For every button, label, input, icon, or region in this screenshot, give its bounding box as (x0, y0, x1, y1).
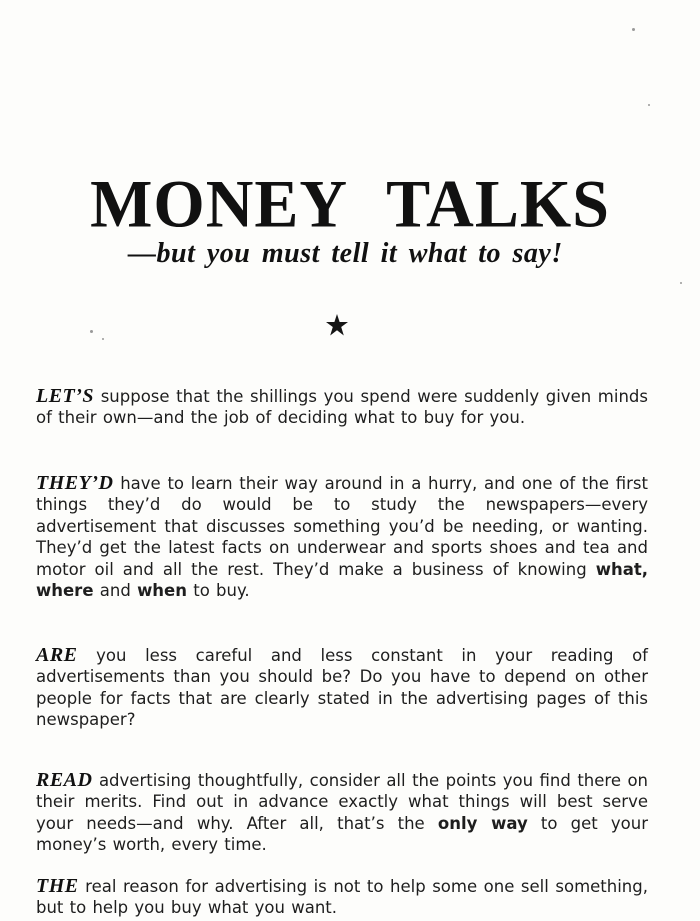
page-title (0, 167, 700, 242)
paragraph-theyd (36, 473, 648, 601)
emphasis-where: where (36, 581, 94, 601)
paragraph-the (36, 876, 648, 919)
paragraph-lead-word: ARE (36, 644, 78, 666)
print-speck (648, 104, 650, 106)
paragraph-lead-word: LET’S (36, 385, 95, 407)
paragraph-lead-word: THEY’D (36, 472, 114, 494)
paragraph-text: to get your money’s worth, every time. (36, 813, 649, 855)
paragraph-lets (36, 386, 648, 429)
subtitle: —but you must tell it what to say! (128, 238, 563, 269)
paragraph-text: have to learn their way around in a hurry, and one of the first things they’d do would be to study the newspapers—every advertisement that discusses something you’d be needing, or wanting. They’d get the latest facts on underwear and sports shoes and tea and motor oil and all the rest. They’d make a business of knowing (36, 474, 648, 579)
print-speck (632, 28, 635, 31)
paragraph-text: to buy. (193, 581, 250, 601)
title-word-talks: TALKS (386, 167, 610, 242)
paragraph-text: and (99, 581, 131, 601)
star-icon (325, 313, 349, 337)
emphasis-what: what, (595, 559, 648, 579)
print-speck (102, 338, 104, 340)
paragraph-text: you less careful and less constant in your reading of advertisements than you should be? Do you have to depend on other people for facts that are clearly stated in the advertising pages of this newspaper? (36, 646, 648, 730)
print-speck (90, 330, 93, 333)
title-word-money: MONEY (90, 167, 349, 242)
emphasis-when: when (137, 581, 187, 601)
paragraph-lead-word: THE (36, 875, 79, 897)
paragraph-are (36, 645, 648, 731)
print-speck (680, 282, 682, 284)
paragraph-text: advertising thoughtfully, consider all the points you find there on their merits. Find out in advance exactly what things will best serve your needs—and why. After all, that’s the (36, 771, 648, 833)
paragraph-text: suppose that the shillings you spend were suddenly given minds of their own—and the job of deciding what to buy for you. (36, 387, 648, 428)
paragraph-text: real reason for advertising is not to help some one sell something, but to help you buy what you want. (36, 877, 648, 918)
emphasis-only-way: only way (437, 813, 528, 833)
paragraph-lead-word: READ (36, 769, 93, 791)
paragraph-read (36, 770, 648, 856)
